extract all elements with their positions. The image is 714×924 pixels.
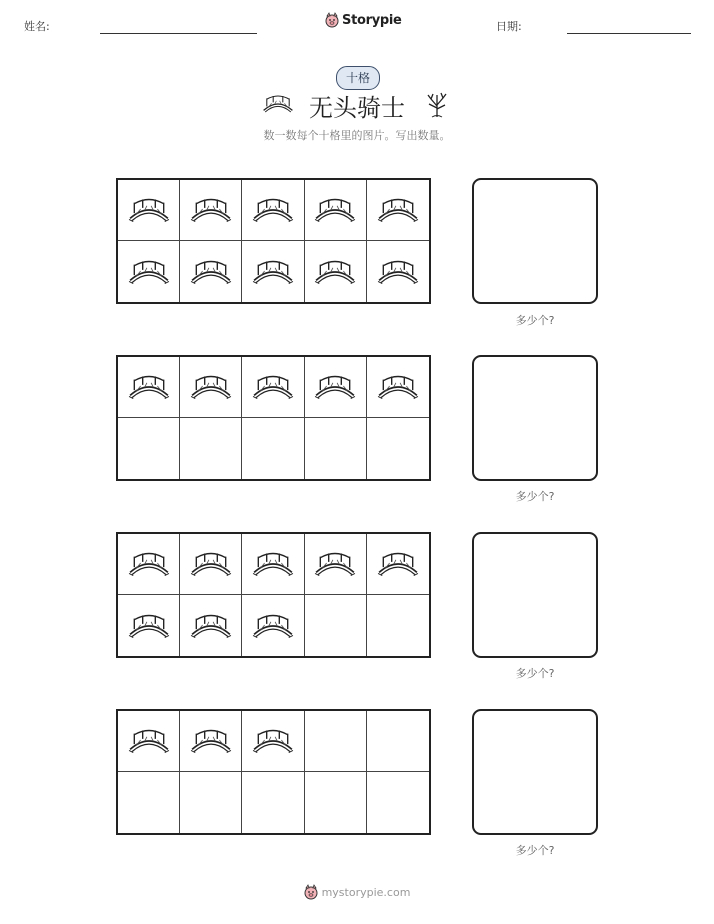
answer-box-3[interactable]: [472, 532, 598, 658]
ten-frame-cell: [118, 534, 180, 595]
ten-frame-cell: [367, 180, 429, 241]
bridge-icon: [128, 373, 170, 401]
bridge-icon: [377, 550, 419, 578]
bridge-icon: [128, 196, 170, 224]
ten-frame-cell: [305, 711, 367, 772]
how-many-label-2: 多少个?: [515, 490, 555, 503]
ten-frame-cell: [242, 357, 304, 418]
ten-frame-cell: [118, 711, 180, 772]
bridge-icon: [252, 258, 294, 286]
answer-box-2[interactable]: [472, 355, 598, 481]
brand-logo: [325, 12, 402, 28]
bridge-icon: [377, 258, 419, 286]
name-label: 姓名:: [24, 20, 50, 33]
ten-frame-cell: [242, 241, 304, 302]
bridge-icon: [314, 550, 356, 578]
pig-mascot-icon: [325, 12, 339, 28]
ten-frame-cell: [367, 534, 429, 595]
ten-frame-cell: [367, 711, 429, 772]
ten-frame-cell: [180, 595, 242, 656]
ten-frame-cell: [242, 711, 304, 772]
ten-frame-cell: [180, 418, 242, 479]
worksheet-title: 无头骑士: [309, 94, 405, 122]
ten-frame-cell: [367, 357, 429, 418]
ten-frame-cell: [242, 772, 304, 833]
answer-box-1[interactable]: [472, 178, 598, 304]
pig-mascot-icon: [304, 884, 318, 900]
ten-frame-cell: [305, 534, 367, 595]
bridge-icon: [377, 196, 419, 224]
ten-frame-cell: [305, 357, 367, 418]
ten-frame-4: [116, 709, 431, 835]
ten-frame-cell: [305, 595, 367, 656]
instructions: 数一数每个十格里的图片。写出数量。: [263, 129, 451, 142]
ten-frame-cell: [118, 357, 180, 418]
ten-frame-cell: [180, 534, 242, 595]
how-many-label-1: 多少个?: [515, 314, 555, 327]
ten-frame-cell: [305, 418, 367, 479]
bridge-icon: [252, 550, 294, 578]
footer: [0, 884, 714, 900]
ten-frame-cell: [367, 241, 429, 302]
answer-box-4[interactable]: [472, 709, 598, 835]
ten-frame-cell: [367, 772, 429, 833]
ten-frame-cell: [242, 180, 304, 241]
bridge-icon: [128, 258, 170, 286]
ten-frame-cell: [118, 418, 180, 479]
name-line[interactable]: [100, 33, 257, 34]
bridge-icon: [190, 196, 232, 224]
ten-frame-cell: [367, 418, 429, 479]
date-line[interactable]: [567, 33, 691, 34]
bridge-icon: [252, 196, 294, 224]
ten-frame-cell: [180, 357, 242, 418]
bridge-icon: [128, 550, 170, 578]
ten-frame-cell: [180, 711, 242, 772]
bridge-icon: [190, 612, 232, 640]
how-many-label-4: 多少个?: [515, 844, 555, 857]
ten-frame-cell: [180, 772, 242, 833]
ten-frame-3: [116, 532, 431, 658]
how-many-label-3: 多少个?: [515, 667, 555, 680]
ten-frame-cell: [180, 241, 242, 302]
ten-frame-cell: [118, 180, 180, 241]
ten-frame-2: [116, 355, 431, 481]
bridge-icon: [377, 373, 419, 401]
ten-frame-cell: [305, 772, 367, 833]
ten-frame-cell: [118, 241, 180, 302]
tree-icon: [424, 90, 450, 118]
ten-frame-cell: [118, 772, 180, 833]
ten-frame-cell: [242, 418, 304, 479]
bridge-icon: [190, 258, 232, 286]
bridge-icon: [190, 727, 232, 755]
ten-frame-cell: [242, 595, 304, 656]
ten-frame-badge: 十格: [336, 66, 380, 90]
bridge-icon: [190, 550, 232, 578]
bridge-icon: [252, 373, 294, 401]
bridge-icon: [314, 196, 356, 224]
bridge-icon: [314, 258, 356, 286]
brand-name: Storypie: [342, 12, 402, 28]
date-label: 日期:: [496, 20, 522, 33]
ten-frame-cell: [367, 595, 429, 656]
ten-frame-cell: [118, 595, 180, 656]
footer-site: mystorypie.com: [321, 885, 411, 899]
bridge-icon: [128, 612, 170, 640]
ten-frame-cell: [305, 241, 367, 302]
ten-frame-cell: [180, 180, 242, 241]
bridge-icon: [314, 373, 356, 401]
ten-frame-cell: [242, 534, 304, 595]
ten-frame-1: [116, 178, 431, 304]
bridge-icon: [252, 612, 294, 640]
bridge-icon: [252, 727, 294, 755]
bridge-icon: [190, 373, 232, 401]
bridge-icon: [128, 727, 170, 755]
ten-frame-cell: [305, 180, 367, 241]
